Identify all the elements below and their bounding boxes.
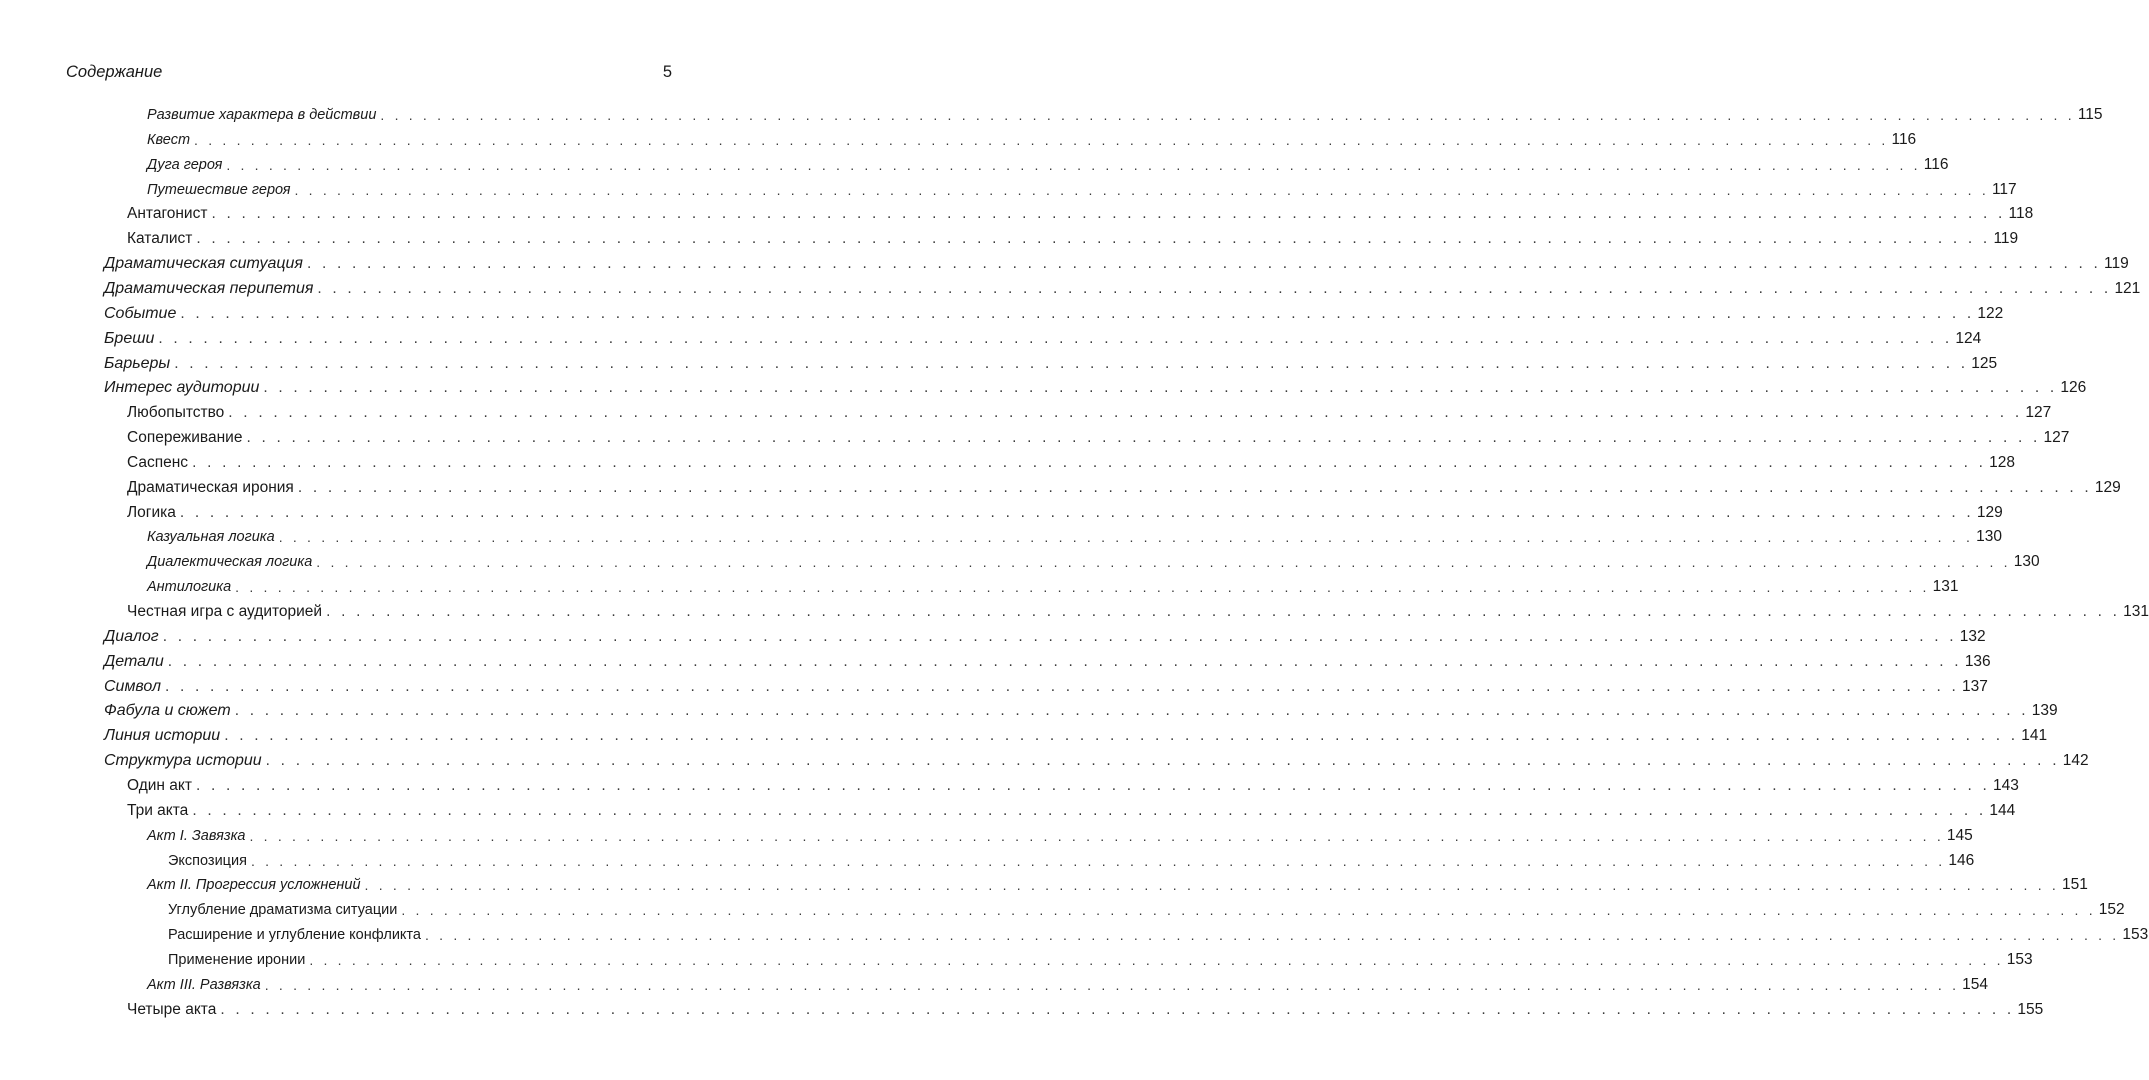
- dot-leader: . . . . . . . . . . . . . . . . . . . . . . . . . . . . . . . . . . . . . . . . . . . . . . . . . . . . . . . . . . . . . . . . . . . . . . . . . . . . . . . . . . . . . . . . . . . . . . . . . . . . . . . . . . . . . . . . . . . . . . . .: [167, 652, 1962, 670]
- dot-leader: . . . . . . . . . . . . . . . . . . . . . . . . . . . . . . . . . . . . . . . . . . . . . . . . . . . . . . . . . . . . . . . . . . . . . . . . . . . . . . . . . . . . . . . . . . . . . . . . . . . . . . . . . . . . . . . . . . . . . . . .: [306, 255, 2101, 273]
- dot-leader: . . . . . . . . . . . . . . . . . . . . . . . . . . . . . . . . . . . . . . . . . . . . . . . . . . . . . . . . . . . . . . . . . . . . . . . . . . . . . . . . . . . . . . . . . . . . . . . . . . . . . . . . . . . . . . . . . . . . . . . .: [297, 478, 2092, 496]
- toc-entry-page: 122: [1977, 304, 2004, 322]
- toc-entry-title: Экспозиция: [168, 852, 247, 869]
- toc-entry: [127, 995, 2044, 1020]
- toc-entry-page: 145: [1946, 826, 1973, 844]
- toc-entry-page: 116: [1891, 130, 1917, 148]
- dot-leader: . . . . . . . . . . . . . . . . . . . . . . . . . . . . . . . . . . . . . . . . . . . . . . . . . . . . . . . . . . . . . . . . . . . . . . . . . . . . . . . . . . . . . . . . . . . . . . . . . . . . . . . . . . . . . . . . . . . . . . . .: [196, 230, 1991, 248]
- toc-entry-title: Диалог: [104, 627, 159, 645]
- page-number: 5: [662, 62, 672, 81]
- toc-entry-title: Дуга героя: [147, 156, 223, 173]
- toc-entry-title: Диалектическая логика: [147, 554, 313, 571]
- dot-leader: . . . . . . . . . . . . . . . . . . . . . . . . . . . . . . . . . . . . . . . . . . . . . . . . . . . . . . . . . . . . . . . . . . . . . . . . . . . . . . . . . . . . . . . . . . . . . . . . . . . . . . . . . . . . . . . . . . . . . . . .: [326, 603, 2121, 620]
- toc-entry-page: 141: [2021, 727, 2048, 745]
- dot-leader: . . . . . . . . . . . . . . . . . . . . . . . . . . . . . . . . . . . . . . . . . . . . . . . . . . . . . . . . . . . . . . . . . . . . . . . . . . . . . . . . . . . . . . . . . . . . . . . . . . . . . . . . . . . . . . . . . . . . . . . .: [401, 902, 2096, 919]
- dot-leader: . . . . . . . . . . . . . . . . . . . . . . . . . . . . . . . . . . . . . . . . . . . . . . . . . . . . . . . . . . . . . . . . . . . . . . . . . . . . . . . . . . . . . . . . . . . . . . . . . . . . . . . . . . . . . . . . . . . . . . . .: [226, 156, 1921, 173]
- toc-entry: [104, 373, 2087, 398]
- toc-entry: [127, 423, 2070, 448]
- dot-leader: . . . . . . . . . . . . . . . . . . . . . . . . . . . . . . . . . . . . . . . . . . . . . . . . . . . . . . . . . . . . . . . . . . . . . . . . . . . . . . . . . . . . . . . . . . . . . . . . . . . . . . . . . . . . . . . . . . . . . . . .: [179, 503, 1974, 521]
- toc-entry: [127, 597, 2149, 622]
- toc-entry: [104, 647, 1991, 672]
- dot-leader: . . . . . . . . . . . . . . . . . . . . . . . . . . . . . . . . . . . . . . . . . . . . . . . . . . . . . . . . . . . . . . . . . . . . . . . . . . . . . . . . . . . . . . . . . . . . . . . . . . . . . . . . . . . . . . . . . . . . . . . .: [174, 354, 1969, 372]
- toc-entry-page: 146: [1948, 851, 1975, 869]
- toc-entry-title: Драматическая ситуация: [104, 255, 303, 273]
- toc-entry-page: 143: [1993, 776, 2019, 794]
- toc-entry: [147, 821, 1973, 846]
- toc-entry-page: 154: [1962, 975, 1989, 993]
- toc-entry: [168, 846, 1975, 871]
- toc-entry-title: Применение иронии: [168, 951, 306, 968]
- dot-leader: . . . . . . . . . . . . . . . . . . . . . . . . . . . . . . . . . . . . . . . . . . . . . . . . . . . . . . . . . . . . . . . . . . . . . . . . . . . . . . . . . . . . . . . . . . . . . . . . . . . . . . . . . . . . . . . . . . . . . . . .: [250, 852, 1946, 869]
- toc-entry: [127, 398, 2052, 423]
- toc-entry-title: Драматическая перипетия: [104, 279, 314, 297]
- toc-entry-page: 128: [1989, 453, 2015, 471]
- dot-leader: . . . . . . . . . . . . . . . . . . . . . . . . . . . . . . . . . . . . . . . . . . . . . . . . . . . . . . . . . . . . . . . . . . . . . . . . . . . . . . . . . . . . . . . . . . . . . . . . . . . . . . . . . . . . . . . . . . . . . . . .: [165, 677, 1960, 695]
- toc-entry: [127, 448, 2015, 473]
- toc-entry: [104, 696, 2058, 721]
- toc-entry-page: 144: [1989, 801, 2016, 819]
- toc-entry-title: Акт II. Прогрессия усложнений: [147, 877, 361, 894]
- toc-entry: [104, 672, 1988, 697]
- toc-entry-title: Три акта: [127, 801, 189, 819]
- dot-leader: . . . . . . . . . . . . . . . . . . . . . . . . . . . . . . . . . . . . . . . . . . . . . . . . . . . . . . . . . . . . . . . . . . . . . . . . . . . . . . . . . . . . . . . . . . . . . . . . . . . . . . . . . . . . . . . . . . . . . . . .: [246, 429, 2041, 447]
- toc-entry-title: Драматическая ирония: [127, 478, 294, 496]
- toc-entry-title: Фабула и сюжет: [104, 702, 231, 720]
- toc-entry-page: 142: [2062, 752, 2089, 770]
- toc-entry-page: 130: [1976, 528, 2003, 546]
- toc-entry: [127, 796, 2016, 821]
- dot-leader: . . . . . . . . . . . . . . . . . . . . . . . . . . . . . . . . . . . . . . . . . . . . . . . . . . . . . . . . . . . . . . . . . . . . . . . . . . . . . . . . . . . . . . . . . . . . . . . . . . . . . . . . . . . . . . . . . . . . . . . .: [195, 776, 1990, 794]
- dot-leader: . . . . . . . . . . . . . . . . . . . . . . . . . . . . . . . . . . . . . . . . . . . . . . . . . . . . . . . . . . . . . . . . . . . . . . . . . . . . . . . . . . . . . . . . . . . . . . . . . . . . . . . . . . . . . . . . . . . . . . . .: [220, 1000, 2015, 1018]
- toc-entry-title: Сопереживание: [127, 429, 243, 447]
- toc-entry-title: Интерес аудитории: [104, 379, 260, 397]
- toc-entry-page: 130: [2013, 553, 2040, 571]
- dot-leader: . . . . . . . . . . . . . . . . . . . . . . . . . . . . . . . . . . . . . . . . . . . . . . . . . . . . . . . . . . . . . . . . . . . . . . . . . . . . . . . . . . . . . . . . . . . . . . . . . . . . . . . . . . . . . . . . . . . . . . . .: [278, 529, 1974, 546]
- toc-entry: [147, 150, 1949, 175]
- toc-entry-page: 153: [2006, 950, 2033, 968]
- toc-entry: [168, 895, 2125, 920]
- toc-entry-title: Четыре акта: [127, 1000, 217, 1018]
- dot-leader: . . . . . . . . . . . . . . . . . . . . . . . . . . . . . . . . . . . . . . . . . . . . . . . . . . . . . . . . . . . . . . . . . . . . . . . . . . . . . . . . . . . . . . . . . . . . . . . . . . . . . . . . . . . . . . . . . . . . . . . .: [294, 181, 1989, 198]
- toc-entry-page: 119: [1993, 230, 2019, 248]
- dot-leader: . . . . . . . . . . . . . . . . . . . . . . . . . . . . . . . . . . . . . . . . . . . . . . . . . . . . . . . . . . . . . . . . . . . . . . . . . . . . . . . . . . . . . . . . . . . . . . . . . . . . . . . . . . . . . . . . . . . . . . . .: [235, 579, 1930, 596]
- toc-entry-title: Любопытство: [127, 404, 225, 422]
- toc-entry-page: 155: [2017, 1000, 2044, 1018]
- toc-entry: [127, 771, 2019, 796]
- toc-entry-title: Структура истории: [104, 752, 262, 770]
- toc-entry-title: Символ: [104, 677, 161, 695]
- running-header-title: Содержание: [66, 62, 163, 81]
- toc-entry-title: Каталист: [127, 230, 193, 248]
- toc-entry-page: 131: [1932, 578, 1959, 596]
- toc-entry: [104, 746, 2089, 771]
- toc-entry-page: 124: [1955, 329, 1982, 347]
- toc-entry: [147, 870, 2088, 895]
- toc-entry-page: 153: [2122, 926, 2149, 944]
- toc-entry-page: 137: [1962, 677, 1988, 695]
- dot-leader: . . . . . . . . . . . . . . . . . . . . . . . . . . . . . . . . . . . . . . . . . . . . . . . . . . . . . . . . . . . . . . . . . . . . . . . . . . . . . . . . . . . . . . . . . . . . . . . . . . . . . . . . . . . . . . . . . . . . . . . .: [192, 453, 1987, 471]
- toc-entry-title: Казуальная логика: [147, 529, 275, 546]
- toc-entry: [127, 224, 2019, 249]
- toc-entry-page: 116: [1923, 155, 1949, 173]
- toc-entry: [168, 920, 2149, 945]
- toc-entry-page: 121: [2114, 279, 2141, 297]
- toc-entry: [147, 572, 1959, 597]
- toc-entry: [104, 249, 2129, 274]
- toc-entry: [168, 945, 2033, 970]
- toc-entry-page: 115: [2077, 106, 2103, 123]
- dot-leader: . . . . . . . . . . . . . . . . . . . . . . . . . . . . . . . . . . . . . . . . . . . . . . . . . . . . . . . . . . . . . . . . . . . . . . . . . . . . . . . . . . . . . . . . . . . . . . . . . . . . . . . . . . . . . . . . . . . . . . . .: [424, 927, 2120, 944]
- toc-entry-page: 119: [2104, 255, 2129, 273]
- dot-leader: . . . . . . . . . . . . . . . . . . . . . . . . . . . . . . . . . . . . . . . . . . . . . . . . . . . . . . . . . . . . . . . . . . . . . . . . . . . . . . . . . . . . . . . . . . . . . . . . . . . . . . . . . . . . . . . . . . . . . . . .: [194, 131, 1889, 148]
- toc-entry: [104, 349, 1998, 374]
- dot-leader: . . . . . . . . . . . . . . . . . . . . . . . . . . . . . . . . . . . . . . . . . . . . . . . . . . . . . . . . . . . . . . . . . . . . . . . . . . . . . . . . . . . . . . . . . . . . . . . . . . . . . . . . . . . . . . . . . . . . . . . .: [264, 976, 1960, 993]
- toc-entry: [147, 125, 1917, 150]
- toc-entry-page: 126: [2060, 379, 2087, 397]
- toc-entry: [147, 522, 2003, 547]
- toc-entry-title: Антагонист: [127, 205, 208, 223]
- toc-entry-page: 131: [2123, 603, 2149, 620]
- dot-leader: . . . . . . . . . . . . . . . . . . . . . . . . . . . . . . . . . . . . . . . . . . . . . . . . . . . . . . . . . . . . . . . . . . . . . . . . . . . . . . . . . . . . . . . . . . . . . . . . . . . . . . . . . . . . . . . . . . . . . . . .: [192, 801, 1987, 819]
- toc-entry-title: Событие: [104, 304, 177, 322]
- toc-entry-title: Честная игра с аудиторией: [127, 603, 323, 620]
- toc-entry-title: Линия истории: [104, 727, 221, 745]
- toc-entry: [147, 100, 2103, 125]
- toc-entry-title: Квест: [147, 131, 191, 148]
- toc-entry-title: Барьеры: [104, 354, 171, 372]
- dot-leader: . . . . . . . . . . . . . . . . . . . . . . . . . . . . . . . . . . . . . . . . . . . . . . . . . . . . . . . . . . . . . . . . . . . . . . . . . . . . . . . . . . . . . . . . . . . . . . . . . . . . . . . . . . . . . . . . . . . . . . . .: [228, 404, 2023, 422]
- toc-entry-title: Углубление драматизма ситуации: [168, 902, 398, 919]
- toc-entry-title: Расширение и углубление конфликта: [168, 927, 421, 944]
- dot-leader: . . . . . . . . . . . . . . . . . . . . . . . . . . . . . . . . . . . . . . . . . . . . . . . . . . . . . . . . . . . . . . . . . . . . . . . . . . . . . . . . . . . . . . . . . . . . . . . . . . . . . . . . . . . . . . . . . . . . . . . .: [234, 702, 2029, 720]
- toc-entry: [104, 622, 1986, 647]
- toc-entry: [127, 498, 2003, 523]
- toc-entry-page: 139: [2031, 702, 2058, 720]
- toc-entry-title: Развитие характера в действии: [147, 107, 377, 123]
- dot-leader: . . . . . . . . . . . . . . . . . . . . . . . . . . . . . . . . . . . . . . . . . . . . . . . . . . . . . . . . . . . . . . . . . . . . . . . . . . . . . . . . . . . . . . . . . . . . . . . . . . . . . . . . . . . . . . . . . . . . . . . .: [263, 379, 2058, 397]
- toc-entry: [147, 547, 2040, 572]
- toc-entry: [104, 721, 2048, 746]
- toc-entry-page: 117: [1991, 180, 2017, 198]
- toc-entry: [104, 324, 1982, 349]
- toc-entry: [104, 299, 2004, 324]
- toc-entry-page: 132: [1959, 627, 1986, 645]
- toc-entry-title: Путешествие героя: [147, 181, 291, 198]
- toc-entry: [147, 970, 1989, 995]
- toc-entry-page: 118: [2008, 205, 2034, 223]
- dot-leader: . . . . . . . . . . . . . . . . . . . . . . . . . . . . . . . . . . . . . . . . . . . . . . . . . . . . . . . . . . . . . . . . . . . . . . . . . . . . . . . . . . . . . . . . . . . . . . . . . . . . . . . . . . . . . . . . . . . . . . . .: [224, 727, 2019, 745]
- toc-entry: [127, 473, 2121, 498]
- dot-leader: . . . . . . . . . . . . . . . . . . . . . . . . . . . . . . . . . . . . . . . . . . . . . . . . . . . . . . . . . . . . . . . . . . . . . . . . . . . . . . . . . . . . . . . . . . . . . . . . . . . . . . . . . . . . . . . . . . . . . . . .: [364, 877, 2059, 894]
- dot-leader: . . . . . . . . . . . . . . . . . . . . . . . . . . . . . . . . . . . . . . . . . . . . . . . . . . . . . . . . . . . . . . . . . . . . . . . . . . . . . . . . . . . . . . . . . . . . . . . . . . . . . . . . . . . . . . . . . . . . . . . .: [265, 752, 2060, 770]
- toc-entry-page: 127: [2025, 404, 2052, 422]
- toc-entry-page: 125: [1971, 354, 1998, 372]
- toc-entry-title: Детали: [104, 652, 164, 670]
- running-header: [66, 60, 672, 84]
- toc-entry-page: 152: [2098, 901, 2125, 919]
- toc-entry: [127, 199, 2034, 224]
- toc-entry: [147, 175, 2017, 200]
- toc-entry-title: Акт I. Завязка: [147, 827, 246, 844]
- toc-entry-page: 151: [2061, 876, 2088, 894]
- dot-leader: . . . . . . . . . . . . . . . . . . . . . . . . . . . . . . . . . . . . . . . . . . . . . . . . . . . . . . . . . . . . . . . . . . . . . . . . . . . . . . . . . . . . . . . . . . . . . . . . . . . . . . . . . . . . . . . . . . . . . . . .: [211, 205, 2006, 223]
- dot-leader: . . . . . . . . . . . . . . . . . . . . . . . . . . . . . . . . . . . . . . . . . . . . . . . . . . . . . . . . . . . . . . . . . . . . . . . . . . . . . . . . . . . . . . . . . . . . . . . . . . . . . . . . . . . . . . . . . . . . . . . .: [158, 329, 1953, 347]
- dot-leader: . . . . . . . . . . . . . . . . . . . . . . . . . . . . . . . . . . . . . . . . . . . . . . . . . . . . . . . . . . . . . . . . . . . . . . . . . . . . . . . . . . . . . . . . . . . . . . . . . . . . . . . . . . . . . . . . . . . . . . . .: [380, 107, 2075, 123]
- toc-entry: [104, 274, 2141, 299]
- toc-entry-title: Один акт: [127, 776, 192, 794]
- toc-entry-page: 136: [1964, 652, 1991, 670]
- toc-entry-title: Саспенс: [127, 453, 189, 471]
- toc-entry-title: Бреши: [104, 329, 155, 347]
- toc-entry-title: Акт III. Развязка: [147, 976, 261, 993]
- dot-leader: . . . . . . . . . . . . . . . . . . . . . . . . . . . . . . . . . . . . . . . . . . . . . . . . . . . . . . . . . . . . . . . . . . . . . . . . . . . . . . . . . . . . . . . . . . . . . . . . . . . . . . . . . . . . . . . . . . . . . . . .: [249, 827, 1944, 844]
- toc-entry-title: Логика: [127, 503, 176, 521]
- toc-entry-page: 127: [2043, 429, 2070, 447]
- dot-leader: . . . . . . . . . . . . . . . . . . . . . . . . . . . . . . . . . . . . . . . . . . . . . . . . . . . . . . . . . . . . . . . . . . . . . . . . . . . . . . . . . . . . . . . . . . . . . . . . . . . . . . . . . . . . . . . . . . . . . . . .: [162, 627, 1957, 645]
- dot-leader: . . . . . . . . . . . . . . . . . . . . . . . . . . . . . . . . . . . . . . . . . . . . . . . . . . . . . . . . . . . . . . . . . . . . . . . . . . . . . . . . . . . . . . . . . . . . . . . . . . . . . . . . . . . . . . . . . . . . . . . .: [309, 951, 2004, 968]
- toc-entry-title: Антилогика: [147, 579, 232, 596]
- dot-leader: . . . . . . . . . . . . . . . . . . . . . . . . . . . . . . . . . . . . . . . . . . . . . . . . . . . . . . . . . . . . . . . . . . . . . . . . . . . . . . . . . . . . . . . . . . . . . . . . . . . . . . . . . . . . . . . . . . . . . . . .: [317, 279, 2112, 297]
- toc-entry-page: 129: [2094, 478, 2121, 496]
- dot-leader: . . . . . . . . . . . . . . . . . . . . . . . . . . . . . . . . . . . . . . . . . . . . . . . . . . . . . . . . . . . . . . . . . . . . . . . . . . . . . . . . . . . . . . . . . . . . . . . . . . . . . . . . . . . . . . . . . . . . . . . .: [316, 554, 2011, 571]
- dot-leader: . . . . . . . . . . . . . . . . . . . . . . . . . . . . . . . . . . . . . . . . . . . . . . . . . . . . . . . . . . . . . . . . . . . . . . . . . . . . . . . . . . . . . . . . . . . . . . . . . . . . . . . . . . . . . . . . . . . . . . . .: [180, 304, 1975, 322]
- toc-entry-page: 129: [1976, 503, 2003, 521]
